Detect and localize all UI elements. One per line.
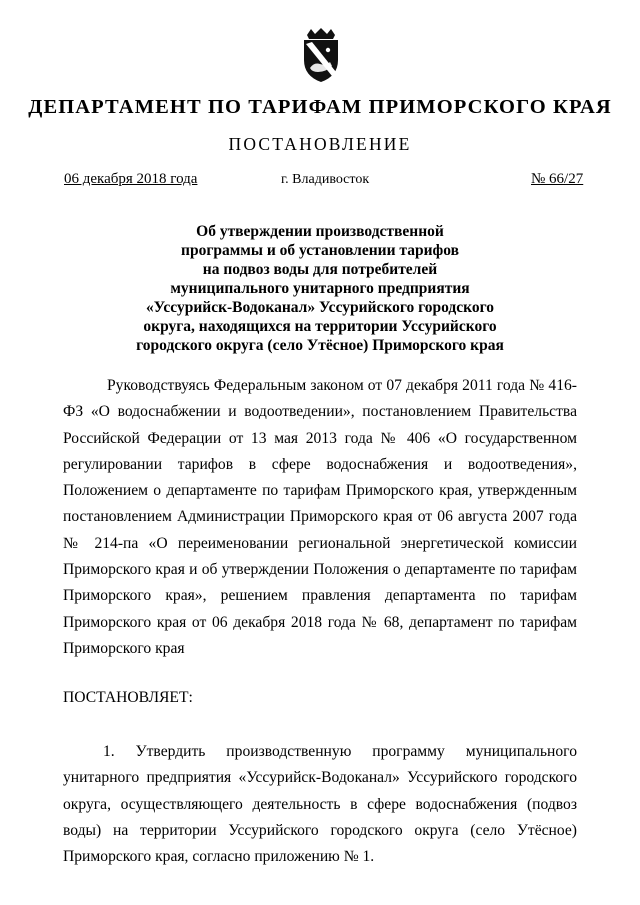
- subject-line: на подвоз воды для потребителей: [202, 261, 438, 278]
- subject-line: округа, находящихся на территории Уссурийского: [143, 318, 497, 335]
- subject-line: программы и об установлении тарифов: [181, 242, 459, 259]
- document-date: 06 декабря 2018 года: [64, 171, 198, 187]
- subject-line: городского округа (село Утёсное) Приморского края: [136, 337, 504, 354]
- subject-line: муниципального унитарного предприятия: [170, 280, 470, 297]
- preamble-paragraph: Руководствуясь Федеральным законом от 07 декабря 2011 года № 416-ФЗ «О водоснабжении и водоотведении», постановлением Правительства Российской Федерации от 13 мая 2013 года № 406 «О государственном регулировании тарифов в сфере водоснабжения и водоотведения», Положением о департаменте по тарифам Приморского края, утвержденным постановлением Администрации Приморского края от 06 августа 2007 года № 214-па «О переименовании региональной энергетической комиссии Приморского края и об утверждении Положения о департаменте по тарифам Приморского края», решением правления департамента по тарифам Приморского края от 06 декабря 2018 года № 68, департамент по тарифам Приморского края: [63, 377, 577, 657]
- decree-heading: ПОСТАНОВЛЯЕТ:: [63, 689, 193, 706]
- department-title: ДЕПАРТАМЕНТ ПО ТАРИФАМ ПРИМОРСКОГО КРАЯ: [28, 96, 612, 118]
- decree-item-1: 1. Утвердить производственную программу муниципального унитарного предприятия «Уссурийск-Водоканал» Уссурийского городского округа, осуществляющего деятельность в сфере водоснабжения (подвоз воды) на территории Уссурийского городского округа (село Утёсное) Приморского края, согласно приложению № 1.: [63, 743, 577, 866]
- document-number: № 66/27: [531, 171, 584, 187]
- document-subject: [120, 222, 520, 355]
- subject-line: Об утверждении производственной: [196, 223, 444, 240]
- subject-line: «Уссурийск-Водоканал» Уссурийского городского: [145, 299, 495, 316]
- document-type: ПОСТАНОВЛЕНИЕ: [228, 134, 412, 154]
- coat-of-arms-icon: [292, 26, 350, 84]
- document-city: г. Владивосток: [281, 172, 370, 187]
